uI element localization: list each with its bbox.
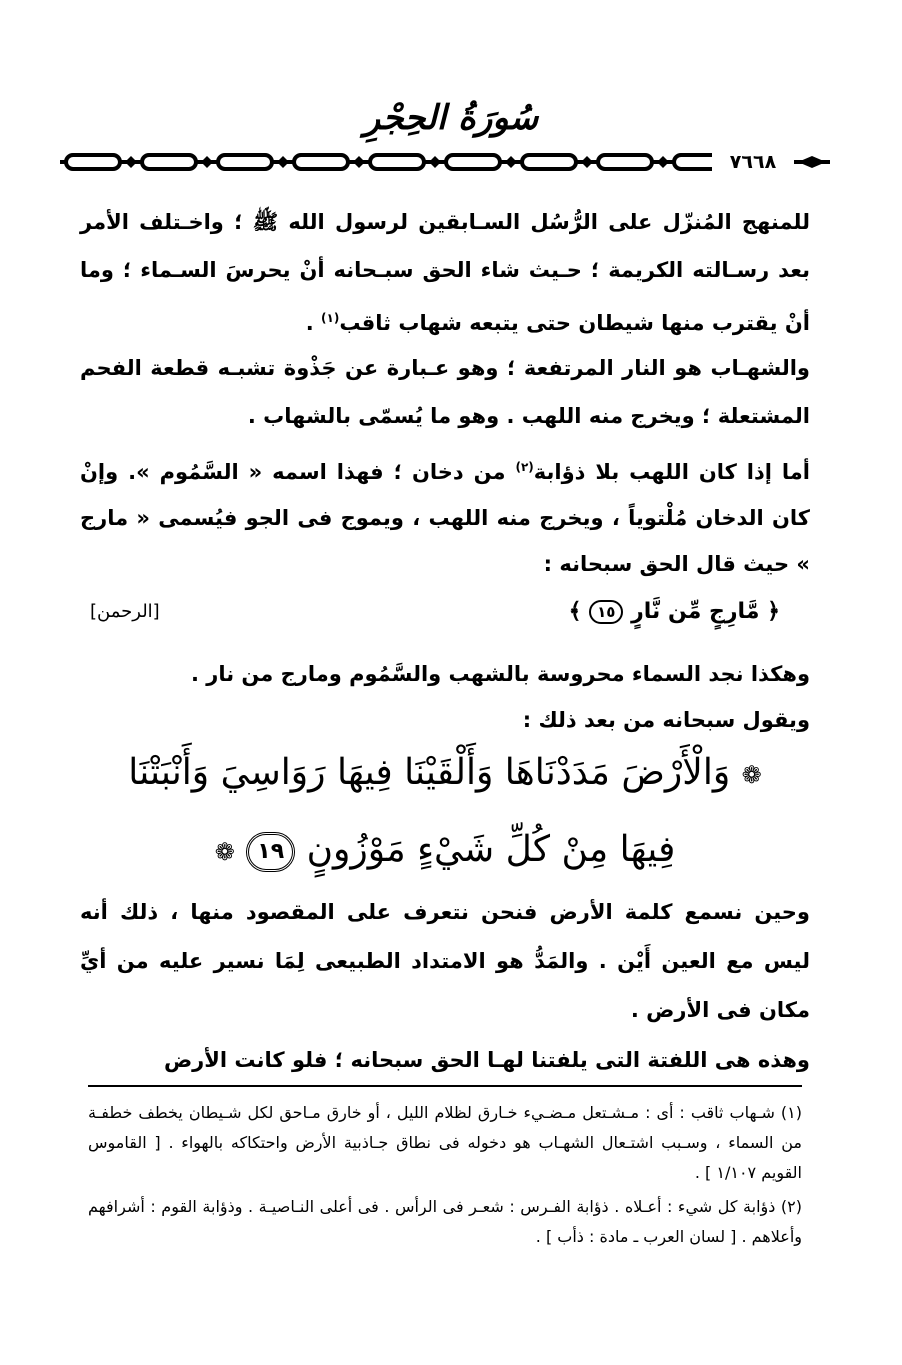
footnote-1: (١) شـهاب ثاقب : أى : مـشـتعل مـضـيء خـارق لظلام الليل ، أو خارق مـاحق لكل شـيطان يخطف خطفـة من السماء ، وسـبب اشتـعال الشهـاب هو دخوله فى نطاق جـاذبية الأرض واحتكاكه بالهواء . [ القاموس القويم ١/١٠٧ ] . (88, 1103, 802, 1182)
footnote-2: (٢) ذؤابة كل شيء : أعـلاه . ذؤابة الفـرس : شعـر فى الرأس . فى أعلى النـاصيـة . وذؤابة القوم : أشرافهم وأعلاهم . [ لسان العرب ـ مادة : ذأب ] . (88, 1197, 802, 1246)
footnote-ref-1[interactable]: (١) (321, 311, 340, 325)
footnote-ref-2[interactable]: (٢) (515, 460, 534, 474)
footnote-divider (88, 1085, 802, 1087)
quran-verse-line-1-text: وَالْأَرْضَ مَدَدْنَاهَا وَأَلْقَيْنَا فِيهَا رَوَاسِيَ وَأَنْبَتْنَا (128, 752, 731, 793)
surah-title: سُورَةُ الحِجْرِ (363, 98, 539, 138)
verse-number-badge: ١٩ (246, 832, 295, 872)
paragraph-1-text: للمنهج المُنزّل على الرُّسُل السـابقين لرسول الله ﷺ ؛ واخـتلف الأمر بعد رسـالته الكريمة ؛ حـيث شاء الحق سبـحانه أنْ يحرسَ السـماء ؛ وما أنْ يقترب منها شيطان حتى يتبعه شهاب ثاقب (80, 210, 810, 335)
quran-quote-text (569, 590, 780, 634)
footnotes (88, 1098, 802, 1256)
paragraph-5: ويقول سبحانه من بعد ذلك : (522, 708, 810, 732)
paragraph-2: والشهـاب هو النار المرتفعة ؛ وهو عـبارة عن جَذْوة تشبـه قطعة الفحم المشتعلة ؛ ويخرج منه اللهب . وهو ما يُسمّى بالشهاب . (80, 356, 810, 428)
quran-verse-line-1 (80, 745, 810, 803)
paragraph-1 (80, 198, 810, 347)
paragraph-6: وحين نسمع كلمة الأرض فنحن نتعرف على المقصود منها ، ذلك أنه ليس مع العين أَيْن . والمَدُّ هو الامتداد الطبيعى لِمَا نسير عليه من أيِّ مكان فى الأرض . (80, 900, 810, 1022)
paragraph-3 (80, 444, 810, 587)
page-number: ٧٦٦٨ (712, 148, 794, 176)
paragraph-3-text-b: من دخان ؛ فهذا اسمه « السَّمُوم ». وإنْ كان الدخان مُلْتوياً ، ويخرج منه اللهب ، ويموج فى الجو فيُسمى « مارج » حيث قال الحق سبحانه : (80, 460, 810, 576)
verse-source-label: [الرحمن] (90, 601, 160, 622)
quran-quote-verse: ﴿ مَّارِجٍ مِّن نَّارٍ (631, 599, 780, 624)
quran-quote-rahman (80, 590, 810, 634)
paragraph-4: وهكذا نجد السماء محروسة بالشهب والسَّمُوم ومارج من نار . (190, 662, 810, 686)
quran-verse-line-2 (80, 822, 810, 880)
verse-close-ornament-icon: ❁ (214, 838, 235, 866)
quran-quote-close: ﴾ (568, 599, 582, 624)
verse-open-ornament-icon: ❁ (741, 761, 762, 789)
paragraph-7: وهذه هى اللفتة التى يلفتنا لهـا الحق سبحانه ؛ فلو كانت الأرض (163, 1048, 810, 1072)
verse-number-marker: ١٥ (589, 600, 623, 624)
quran-verse-line-2-text: فِيهَا مِنْ كُلِّ شَيْءٍ مَوْزُونٍ (306, 829, 676, 870)
paragraph-3-text-a: أما إذا كان اللهب بلا ذؤابة (533, 460, 810, 484)
paragraph-1-end: . (305, 311, 322, 335)
